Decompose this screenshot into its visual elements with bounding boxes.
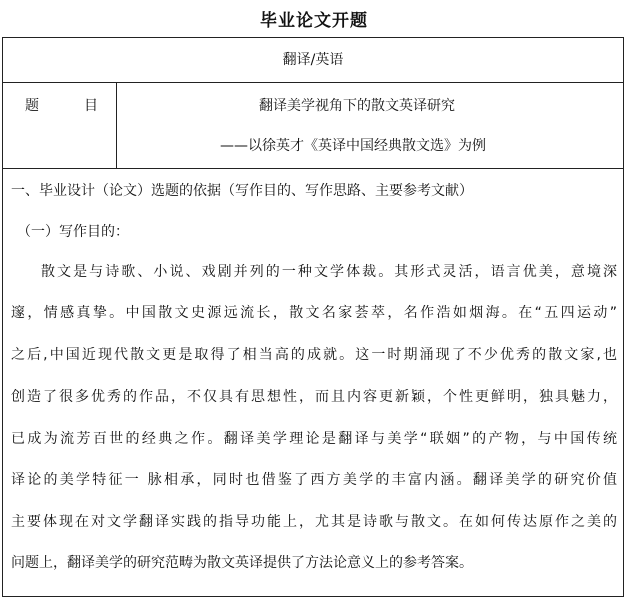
paragraph-line: 主要体现在对文学翻译实践的指导功能上，尤其是诗歌与散文。在如何传达原作之美的 xyxy=(11,514,617,530)
paragraph-line: 问题上，翻译美学的研究范畴为散文英译提供了方法论意义上的参考答案。 xyxy=(11,555,473,571)
paragraph-line: 散文是与诗歌、小说、戏剧并列的一种文学体裁。其形式灵活，语言优美，意境深 xyxy=(41,264,617,280)
topic-label-char-1: 题 xyxy=(25,98,39,114)
topic-title: 翻译美学视角下的散文英译研究 xyxy=(259,98,455,114)
paragraph-line: 邃，情感真挚。中国散文史源远流长，散文名家荟萃，名作浩如烟海。在“五四运动” xyxy=(11,305,617,321)
proposal-table xyxy=(2,37,624,597)
section-heading: 一、毕业设计（论文）选题的依据（写作目的、写作思路、主要参考文献） xyxy=(11,183,473,199)
paragraph-line: 之后,中国近现代散文更是取得了相当高的成就。这一时期涌现了不少优秀的散文家,也 xyxy=(11,347,617,363)
topic-row xyxy=(3,83,623,169)
paragraph-line: 译论的美学特征一 脉相承，同时也借鉴了西方美学的丰富内涵。翻译美学的研究价值 xyxy=(11,472,617,488)
topic-label-char-2: 目 xyxy=(84,98,98,114)
topic-subtitle: ——以徐英才《英译中国经典散文选》为例 xyxy=(220,138,486,154)
topic-label-cell xyxy=(3,83,117,168)
document-title: 毕业论文开题 xyxy=(260,11,368,31)
paragraph-line: 已成为流芳百世的经典之作。翻译美学理论是翻译与美学“联姻”的产物，与中国传统 xyxy=(11,431,617,447)
paragraph-line: 创造了很多优秀的作品，不仅具有思想性，而且内容更新颖，个性更鲜明，独具魅力， xyxy=(11,389,617,405)
subsection-heading: （一）写作目的： xyxy=(17,224,129,240)
subject-cell: 翻译/英语 xyxy=(3,38,623,83)
